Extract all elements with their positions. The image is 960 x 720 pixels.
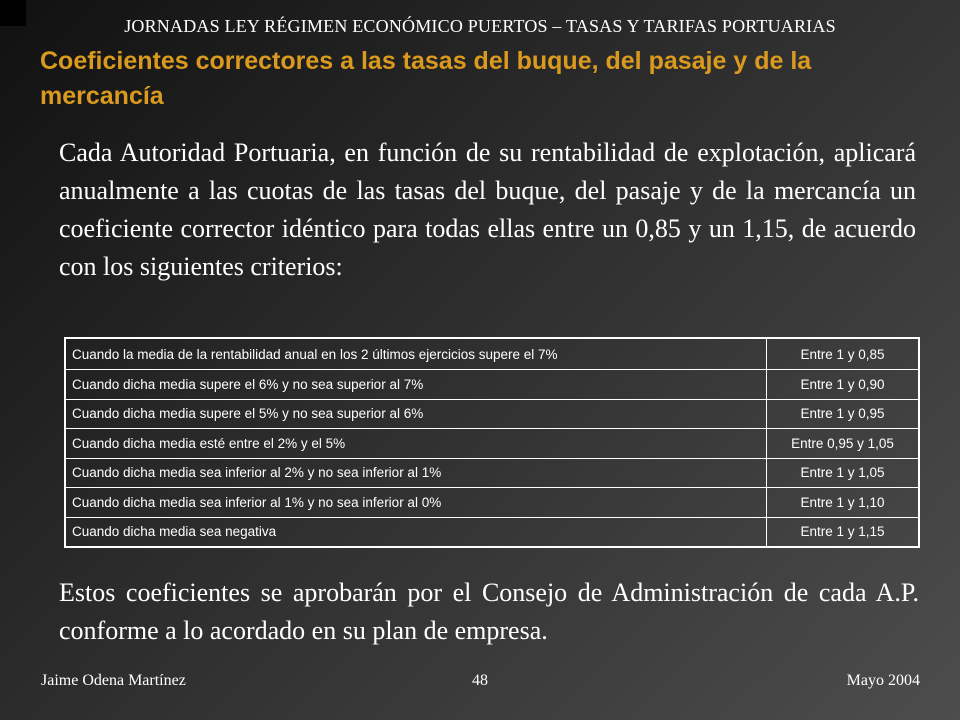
coefficient-cell: Entre 1 y 1,10 [767,488,920,518]
table-row [65,458,919,488]
coefficient-cell: Entre 0,95 y 1,05 [767,429,920,459]
table-row [65,338,919,370]
table-row [65,399,919,429]
condition-cell: Cuando dicha media esté entre el 2% y el 5% [65,429,767,459]
coefficient-cell: Entre 1 y 1,15 [767,517,920,547]
table-row [65,429,919,459]
coefficient-cell: Entre 1 y 0,90 [767,370,920,400]
condition-cell: Cuando dicha media supere el 6% y no sea superior al 7% [65,370,767,400]
condition-cell: Cuando dicha media sea inferior al 2% y no sea inferior al 1% [65,458,767,488]
condition-cell: Cuando dicha media supere el 5% y no sea superior al 6% [65,399,767,429]
slide-title: Coeficientes correctores a las tasas del buque, del pasaje y de la mercancía [40,47,812,110]
footer-date: Mayo 2004 [846,672,920,689]
table-row [65,517,919,547]
coefficient-cell: Entre 1 y 1,05 [767,458,920,488]
table-row [65,370,919,400]
footer-author: Jaime Odena Martínez [41,672,186,689]
coefficient-cell: Entre 1 y 0,85 [767,338,920,370]
intro-paragraph: Cada Autoridad Portuaria, en función de su rentabilidad de explotación, aplicará anualmente a las cuotas de las tasas del buque, del pasaje y de la mercancía un coeficiente corrector idéntico para todas ellas entre un 0,85 y un 1,15, de acuerdo con los siguientes criterios: [59,138,916,281]
footer-page-number: 48 [472,672,488,689]
condition-cell: Cuando la media de la rentabilidad anual en los 2 últimos ejercicios supere el 7% [65,338,767,370]
condition-cell: Cuando dicha media sea inferior al 1% y no sea inferior al 0% [65,488,767,518]
coefficient-cell: Entre 1 y 0,95 [767,399,920,429]
event-header: JORNADAS LEY RÉGIMEN ECONÓMICO PUERTOS – TASAS Y TARIFAS PORTUARIAS [124,16,836,36]
table-row [65,488,919,518]
condition-cell: Cuando dicha media sea negativa [65,517,767,547]
criteria-table [64,337,920,548]
closing-paragraph: Estos coeficientes se aprobarán por el Consejo de Administración de cada A.P. conforme a lo acordado en su plan de empresa. [59,578,919,645]
